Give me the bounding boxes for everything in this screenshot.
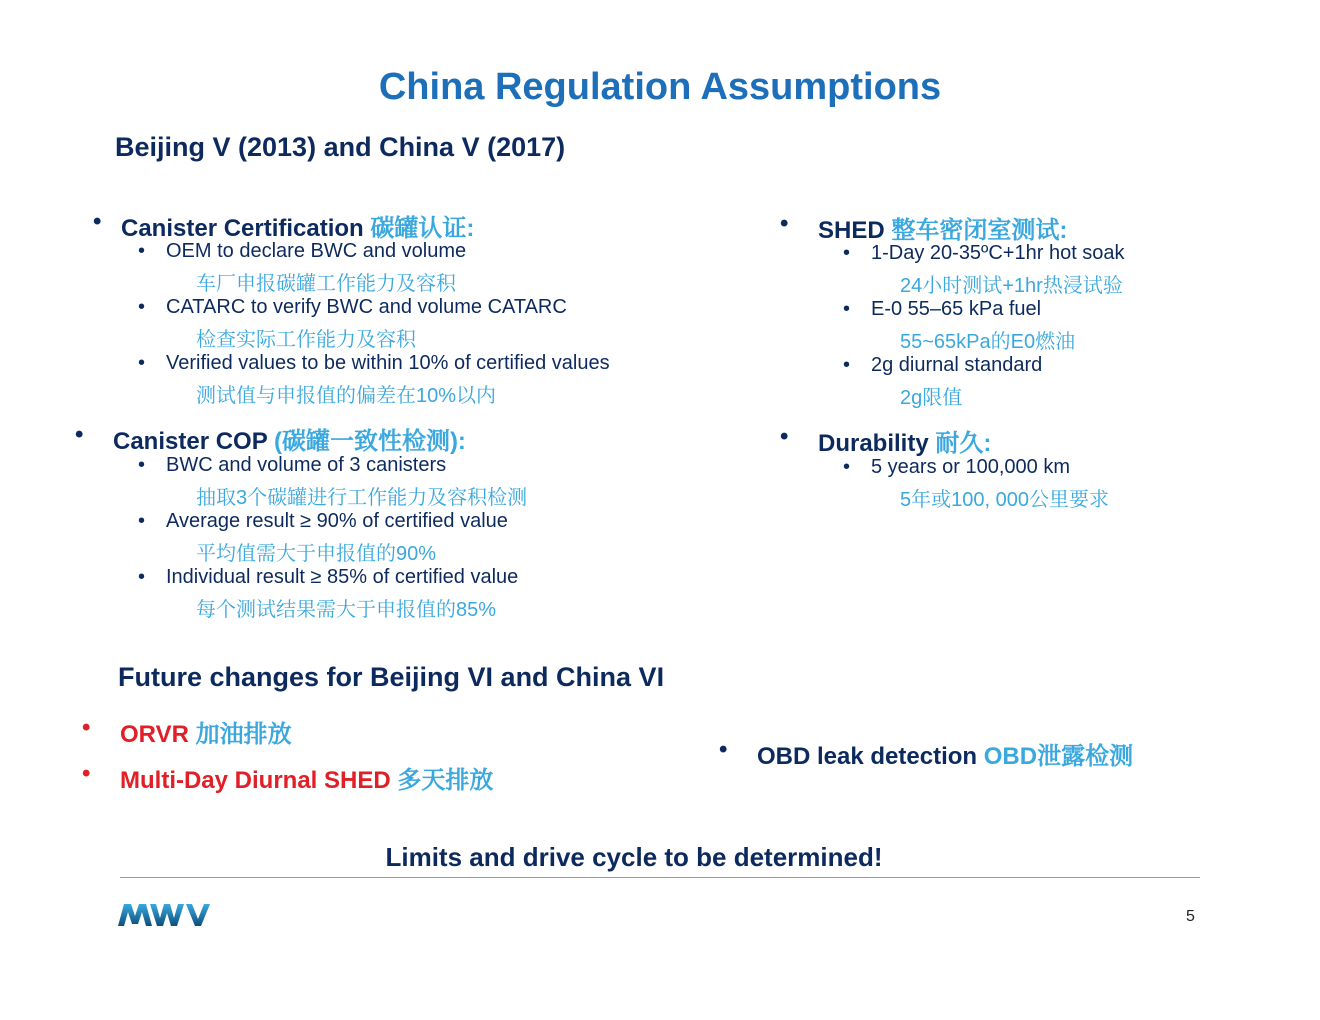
future-item-cn: 加油排放 (195, 721, 292, 748)
page-number: 5 (1186, 908, 1195, 925)
future-changes-heading: Future changes for Beijing VI and China VI (118, 662, 665, 692)
shed-cn: 整车密闭室测试: (891, 217, 1068, 244)
limits-note: Limits and drive cycle to be determined! (385, 842, 883, 872)
list-item: • 5 years or 100,000 km (871, 456, 1070, 479)
list-item-cn: 平均值需大于申报值的90% (196, 543, 437, 565)
list-item-cn: 24小时测试+1hr热浸试验 (900, 275, 1123, 297)
list-item-cn: 2g限值 (900, 387, 963, 409)
canister-certification-heading (121, 208, 474, 243)
canister-cop-cn: (碳罐一致性检测): (273, 428, 466, 455)
list-item: • 2g diurnal standard (871, 354, 1042, 377)
list-item-cn: 抽取3个碳罐进行工作能力及容积检测 (196, 487, 528, 509)
list-item: • BWC and volume of 3 canisters (166, 454, 446, 477)
list-item: • 1-Day 20-35ºC+1hr hot soak (871, 242, 1125, 265)
obd-cn: OBD泄露检测 (983, 743, 1134, 770)
future-item-label: ORVR (120, 721, 189, 748)
page-title: China Regulation Assumptions (378, 66, 942, 108)
footer-divider (120, 877, 1200, 878)
shed-label: SHED (818, 217, 885, 244)
list-item: • OEM to declare BWC and volume (166, 240, 466, 263)
future-item-obd: • OBD leak detection OBD泄露检测 (719, 736, 1134, 770)
mwv-logo (118, 900, 216, 935)
durability-cn: 耐久: (935, 430, 992, 457)
obd-label: OBD leak detection (757, 743, 978, 770)
list-item-cn: 检查实际工作能力及容积 (196, 329, 416, 351)
list-item: • CATARC to verify BWC and volume CATARC (166, 296, 567, 319)
list-item-cn: 每个测试结果需大于申报值的85% (196, 599, 497, 621)
list-item-cn: 车厂申报碳罐工作能力及容积 (196, 273, 456, 295)
canister-certification-cn: 碳罐认证: (370, 215, 475, 242)
list-item: • Verified values to be within 10% of certified values (166, 352, 610, 375)
canister-certification-label: Canister Certification (121, 215, 364, 242)
mwv-logo-icon (118, 900, 216, 930)
durability-label: Durability (818, 430, 929, 457)
section-subtitle: Beijing V (2013) and China V (2017) (115, 132, 566, 162)
future-item-cn: 多天排放 (397, 767, 494, 794)
future-item-multi-day: • Multi-Day Diurnal SHED 多天排放 (82, 760, 494, 794)
future-item-orvr: • ORVR 加油排放 (82, 714, 292, 748)
list-item-cn: 55~65kPa的E0燃油 (900, 331, 1076, 353)
future-item-label: Multi-Day Diurnal SHED (120, 767, 391, 794)
canister-cop-heading: • Canister COP (碳罐一致性检测): (75, 421, 466, 455)
list-item-cn: 5年或100, 000公里要求 (900, 489, 1109, 511)
durability-heading: • Durability 耐久: (780, 423, 992, 457)
list-item: • E-0 55–65 kPa fuel (871, 298, 1041, 321)
shed-heading: • SHED 整车密闭室测试: (780, 210, 1068, 244)
list-item: • Individual result ≥ 85% of certified value (166, 566, 518, 589)
list-item: • Average result ≥ 90% of certified value (166, 510, 508, 533)
list-item-cn: 测试值与申报值的偏差在10%以内 (196, 385, 497, 407)
canister-cop-label: Canister COP (113, 428, 268, 455)
